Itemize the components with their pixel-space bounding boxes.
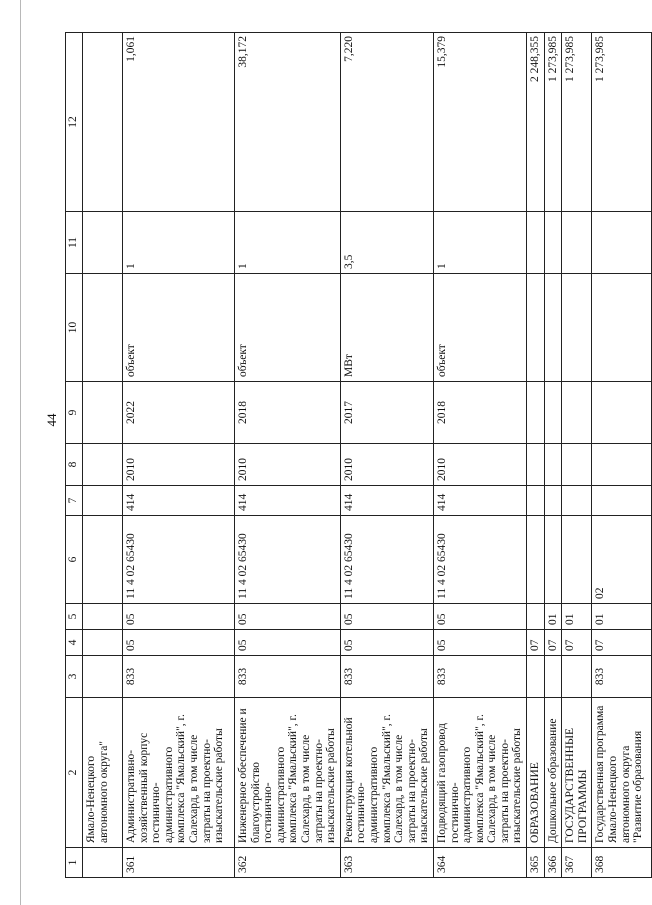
- rotated-table-area: [65, 33, 645, 878]
- cell-c10: [544, 274, 562, 382]
- cell-c3: [562, 656, 592, 698]
- cell-c8: 2010: [340, 444, 433, 486]
- cell-name: Подводящий газопровод гостинично-административного комплекса "Ямальский", г. Салехард, в том числе затраты на проектно-изыскательские работы: [433, 698, 526, 848]
- cell-c7: 414: [433, 486, 526, 516]
- table-row: [544, 33, 562, 878]
- cell-c9: [562, 382, 592, 444]
- cell-c12: 1 273,985: [592, 33, 652, 212]
- cell-c12: 38,172: [235, 33, 341, 212]
- cell-name: Реконструкция котельной гостинично-административного комплекса "Ямальский", г. Салехард, в том числе затраты на проектно-изыскательские работы: [340, 698, 433, 848]
- header-cell: 5: [66, 604, 83, 630]
- cell-num: 361: [123, 848, 235, 878]
- cell-c4: 05: [123, 630, 235, 656]
- cell-c4: 05: [340, 630, 433, 656]
- cell-c11: 3,5: [340, 212, 433, 274]
- scan-edge-line: [20, 0, 21, 905]
- cell-c7: 414: [340, 486, 433, 516]
- cell-c3: 833: [340, 656, 433, 698]
- cell-c6: [562, 516, 592, 604]
- cell-c7: [592, 486, 652, 516]
- header-cell: 1: [66, 848, 83, 878]
- cell-c4: 05: [235, 630, 341, 656]
- cell-c11: [527, 212, 545, 274]
- table-row: [592, 33, 652, 878]
- cell-c7: 414: [235, 486, 341, 516]
- header-cell: 4: [66, 630, 83, 656]
- cell-c10: [592, 274, 652, 382]
- header-cell: 6: [66, 516, 83, 604]
- cell-num: 365: [527, 848, 545, 878]
- cell-c3: 833: [235, 656, 341, 698]
- budget-table: [65, 32, 652, 878]
- cell-c10: [562, 274, 592, 382]
- cell-c11: [562, 212, 592, 274]
- cell-name: Административно-хозяйственный корпус гостинично-административного комплекса "Ямальский", г. Салехард, в том числе затраты на проектно-изыскательские работы: [123, 698, 235, 848]
- table-row: [527, 33, 545, 878]
- cell-c3: 833: [592, 656, 652, 698]
- cell-c12: 1,061: [123, 33, 235, 212]
- cell-c9: [592, 382, 652, 444]
- cell-name: Ямало-Ненецкого автономного округа": [83, 698, 123, 848]
- header-cell: 7: [66, 486, 83, 516]
- table-row: [562, 33, 592, 878]
- table-body: [66, 33, 652, 878]
- cell-c12: 7,220: [340, 33, 433, 212]
- cell-c5: 01: [544, 604, 562, 630]
- cell-c6: 11 4 02 65430: [433, 516, 526, 604]
- cell-name: Государственная программа Ямало-Ненецкого автономного округа "Развитие образования: [592, 698, 652, 848]
- cell-c9: 2018: [235, 382, 341, 444]
- cell-c11: 1: [123, 212, 235, 274]
- cell-c5: 01: [592, 604, 652, 630]
- cell-c4: 07: [527, 630, 545, 656]
- cell-c10: объект: [433, 274, 526, 382]
- header-cell: 3: [66, 656, 83, 698]
- cell-c8: [527, 444, 545, 486]
- cell-num: 364: [433, 848, 526, 878]
- cell-c3: 833: [433, 656, 526, 698]
- cell-c3: [527, 656, 545, 698]
- table-row: [123, 33, 235, 878]
- cell-c11: [592, 212, 652, 274]
- cell-c8: [592, 444, 652, 486]
- cell-c9: 2017: [340, 382, 433, 444]
- cell-c6: 11 4 02 65430: [340, 516, 433, 604]
- cell-c12: 1 273,985: [544, 33, 562, 212]
- cell-num: 362: [235, 848, 341, 878]
- cell-c4: 07: [544, 630, 562, 656]
- cell-c6: 11 4 02 65430: [123, 516, 235, 604]
- cell-c11: [544, 212, 562, 274]
- cell-c5: 01: [562, 604, 592, 630]
- cell-num: [83, 848, 123, 878]
- cell-c4: 07: [562, 630, 592, 656]
- header-cell: 8: [66, 444, 83, 486]
- cell-c4: 07: [592, 630, 652, 656]
- cell-c12: 2 248,355: [527, 33, 545, 212]
- cell-num: 368: [592, 848, 652, 878]
- header-cell: 9: [66, 382, 83, 444]
- cell-c5: 05: [235, 604, 341, 630]
- cell-c11: 1: [433, 212, 526, 274]
- cell-c8: 2010: [235, 444, 341, 486]
- cell-c6: 11 4 02 65430: [235, 516, 341, 604]
- cell-c12: 1 273,985: [562, 33, 592, 212]
- header-row: [66, 33, 83, 878]
- page-number: 44: [44, 413, 59, 427]
- cell-c7: 414: [123, 486, 235, 516]
- cell-c11: 1: [235, 212, 341, 274]
- cell-name: Дошкольное образование: [544, 698, 562, 848]
- table-row: [433, 33, 526, 878]
- cell-c6: 02: [592, 516, 652, 604]
- table-row: [235, 33, 341, 878]
- cell-num: 367: [562, 848, 592, 878]
- header-cell: 2: [66, 698, 83, 848]
- cell-c12: 15,379: [433, 33, 526, 212]
- cell-num: 366: [544, 848, 562, 878]
- cell-name: Инженерное обеспечение и благоустройство гостинично-административного комплекса "Ямальский", г. Салехард, в том числе затраты на проектно-изыскательские работы: [235, 698, 341, 848]
- cell-c10: [527, 274, 545, 382]
- cell-c10: МВт: [340, 274, 433, 382]
- cell-c5: [527, 604, 545, 630]
- table-row: [340, 33, 433, 878]
- cell-c7: [544, 486, 562, 516]
- cell-c3: 833: [123, 656, 235, 698]
- cell-name: ОБРАЗОВАНИЕ: [527, 698, 545, 848]
- cell-c7: [562, 486, 592, 516]
- cell-c3: [544, 656, 562, 698]
- cell-c6: [544, 516, 562, 604]
- cell-c9: [544, 382, 562, 444]
- cell-c10: объект: [123, 274, 235, 382]
- cell-c8: 2010: [123, 444, 235, 486]
- cell-name: ГОСУДАРСТВЕННЫЕ ПРОГРАММЫ: [562, 698, 592, 848]
- cell-c7: [527, 486, 545, 516]
- cell-c8: [544, 444, 562, 486]
- cell-c4: 05: [433, 630, 526, 656]
- cell-c6: [527, 516, 545, 604]
- continuation-row: [83, 33, 123, 878]
- header-cell: 12: [66, 33, 83, 212]
- cell-c9: 2018: [433, 382, 526, 444]
- cell-c5: 05: [123, 604, 235, 630]
- cell-c5: 05: [340, 604, 433, 630]
- cell-c9: 2022: [123, 382, 235, 444]
- cell-c10: объект: [235, 274, 341, 382]
- header-cell: 11: [66, 212, 83, 274]
- cell-num: 363: [340, 848, 433, 878]
- cell-c8: 2010: [433, 444, 526, 486]
- cell-c8: [562, 444, 592, 486]
- header-cell: 10: [66, 274, 83, 382]
- cell-c9: [527, 382, 545, 444]
- cell-c5: 05: [433, 604, 526, 630]
